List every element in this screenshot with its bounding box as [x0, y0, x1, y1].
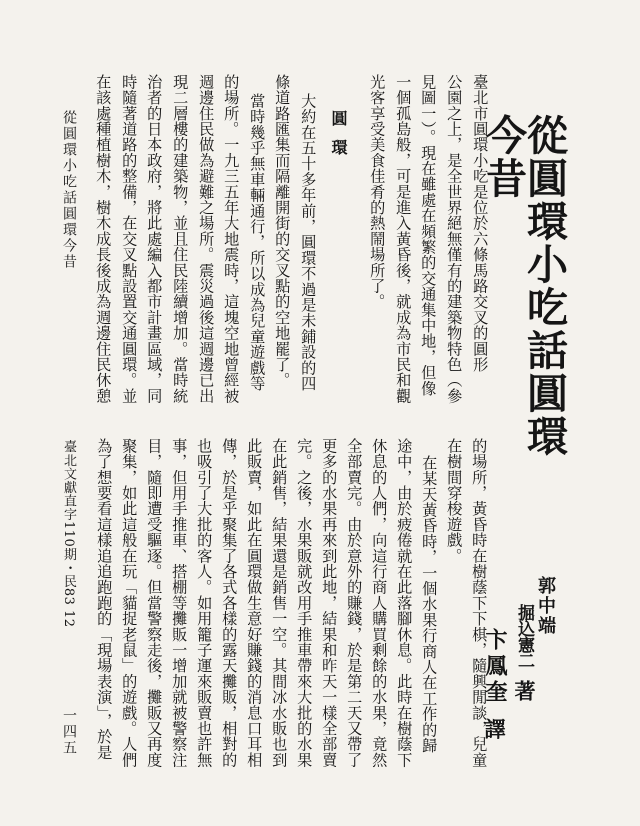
cont-col-2: 在樹間穿梭遊戲。 — [445, 438, 464, 564]
running-footer-title: 從圓環小吃話圓環今昔 — [61, 110, 77, 270]
section-col-1: 大約在五十多年前，圓環不過是未鋪設的四 — [299, 93, 318, 392]
intro-col-1: 臺北市圓環小吃是位於六條馬路交叉的圓形 — [471, 74, 490, 373]
cont-col-10: 此販賣，如此在圓環做生意好賺錢的消息口耳相 — [245, 438, 264, 768]
cont-col-15: 聚集，如此這般在玩「貓捉老鼠」的遊戲。人們 — [120, 438, 139, 768]
cont-col-12: 也吸引了大批的客人。如用籠子運來販賣也許無 — [195, 438, 214, 768]
cont-col-1: 的場所，黃昏時在樹蔭下下棋，隨興閒談，兒童 — [470, 438, 489, 768]
cont-col-9: 在此銷售，結果還是銷售一空。其間冰水販也到 — [270, 438, 289, 768]
cont-col-11: 傳，於是乎聚集了各式各樣的露天攤販，相對的 — [220, 438, 239, 768]
section-col-2: 條道路匯集而隔離開街的交叉點的空地罷了。 — [273, 74, 292, 388]
cont-col-3: 在某天黃昏時，一個水果行商人在工作的歸 — [420, 455, 439, 754]
intro-col-4: 一個孤島般，可是進入黃昏後，就成為市民和觀 — [394, 74, 413, 404]
section-col-7: 治者的日本政府，將此處編入都市計畫區域，同 — [145, 74, 164, 404]
translator-role: 譯 — [482, 718, 507, 739]
cont-col-6: 全部賣完。由於意外的賺錢，於是第二天又帶了 — [345, 438, 364, 768]
page-number: 一四五 — [61, 708, 77, 756]
intro-col-2: 公園之上，是全世界絕無僅有的建築物特色（參 — [445, 74, 464, 404]
cont-col-5: 休息的人們，向這行商人購買剩餘的水果，竟然 — [370, 438, 389, 768]
cont-col-13: 事，但用手推車、搭棚等攤販一增加就被警察注 — [170, 438, 189, 768]
cont-col-14: 目，隨即遭受驅逐。但當警察走後，攤販又再度 — [145, 438, 164, 768]
author-name: 郭中端 — [535, 576, 556, 636]
cont-col-7: 更多的水果再來到此地，結果和昨天一樣全部賣 — [320, 438, 339, 768]
cont-col-4: 途中，由於疲倦就在此落腳休息。此時在樹蔭下 — [395, 438, 414, 768]
cont-col-8: 完。之後，水果販就改用手推車帶來大批的水果 — [295, 438, 314, 768]
translator-name: 卞鳳奎 — [482, 628, 508, 706]
section-col-8: 時隨著道路的整備，在交叉點設置交通圓環。並 — [120, 74, 139, 404]
intro-col-5: 光客享受美食佳肴的熱鬧場所了。 — [368, 74, 387, 310]
section-heading: 圓環 — [329, 110, 348, 168]
intro-col-3: 見圖一）。現在雖處在頻繁的交通集中地，但像 — [419, 74, 438, 397]
section-col-5: 週邊住民做為避難之場所。震災過後這週邊已出 — [197, 74, 216, 404]
cont-col-16: 為了想要看這樣追追跑跑的「現場表演」，於是 — [95, 438, 114, 761]
article-title: 從圓環小吃話圓環今昔 — [479, 114, 568, 458]
author-role: 著 — [512, 680, 537, 701]
journal-citation: 臺北文獻直字110期・民83 12 — [61, 440, 76, 628]
section-col-9: 在該處種植樹木，樹木成長後成為週邊住民休憩 — [94, 74, 113, 404]
co-author-name: 掘込憲二 — [514, 604, 534, 668]
section-col-4: 的場所。一九三五年大地震時，這塊空地曾經被 — [222, 74, 241, 404]
section-col-3: 當時幾乎無車輛通行，所以成為兒童遊戲等 — [248, 93, 267, 392]
section-col-6: 現二層樓的建築物，並且住民陸續增加。當時統 — [171, 74, 190, 404]
